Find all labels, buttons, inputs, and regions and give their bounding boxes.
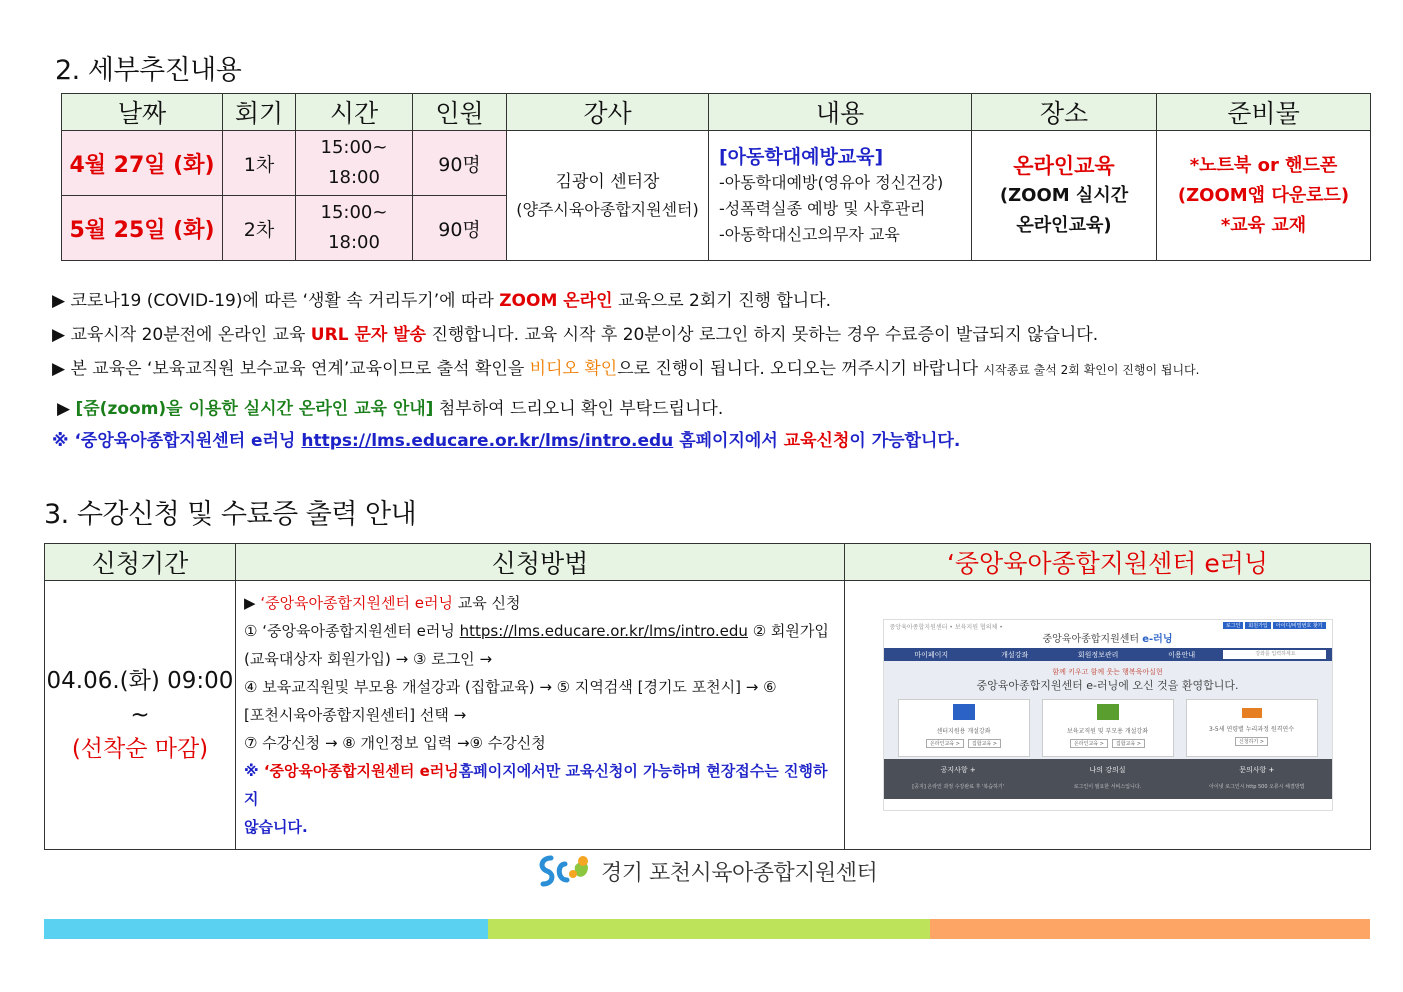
shot-topbar: 중앙육아종합지원센터 • 보육지원 협의체 • 로그인 회원가입 아이디/비밀번호 찾기 [884,620,1332,632]
method-link[interactable]: https://lms.educare.or.kr/lms/intro.edu [459,622,748,640]
supplies-line1: *노트북 or 핸드폰 [1189,154,1338,176]
apply-table [44,543,1371,850]
graduation-cap-icon [1242,708,1262,718]
supplies-cell [1157,131,1371,261]
instructor-cell [507,131,709,261]
method-line: ▶ ‘중앙육아종합지원센터 e러닝 교육 신청 [244,594,521,612]
period-tilde: ~ [130,702,150,728]
row2-time-end: 18:00 [328,232,380,253]
schedule-header-row [62,94,1371,131]
method-line: ① ‘중앙육아종합지원센터 e러닝 https://lms.educare.or.kr/lms/intro.edu ② 회원가입 [244,622,829,640]
elearning-screenshot [883,619,1333,811]
shot-hero: 함께 키우고 함께 웃는 행복육아실현 중앙육아종합지원센터 e-러닝에 오신 것을 환영합니다. 센터지원용 개설강좌 온라인교육 > 집합교육 > 보육교직원 및 부모용 개설강좌 온라인교육 > 집합교육 > 3-5세 연령별 누리과정 원격연수 신청하기 > [884,661,1332,759]
row1-time [296,131,413,196]
row1-time-start: 15:00~ [320,137,388,158]
content-item: -아동학대신고의무자 교육 [719,224,900,244]
shot-brand: 중앙육아종합지원센터 e-러닝 [1042,634,1173,645]
method-line: ⑦ 수강신청 → ⑧ 개인정보 입력 →⑨ 수강신청 [244,734,546,752]
monitor-icon [953,704,975,720]
section2-title: 2. 세부추진내용 [55,55,242,86]
row1-time-end: 18:00 [328,167,380,188]
place-sub1: (ZOOM 실시간 [999,184,1129,206]
period-start: 04.06.(화) 09:00 [46,668,234,694]
header-session: 회기 [223,94,296,131]
row2-time-start: 15:00~ [320,202,388,223]
header-time: 시간 [296,94,413,131]
place-main: 온라인교육 [1013,153,1115,178]
method-line: (교육대상자 회원가입) → ③ 로그인 → [244,650,493,668]
note-covid: ▶ 코로나19 (COVID-19)에 따른 ‘생활 속 거리두기’에 따라 ZOOM 온라인 교육으로 2회기 진행 합니다. [52,291,832,311]
header-content: 내용 [709,94,972,131]
table-row [62,131,1371,196]
header-date: 날짜 [62,94,223,131]
notes [52,288,1372,462]
method-line: ※ ‘중앙육아종합지원센터 e러닝홈페이지에서만 교육신청이 가능하며 현장접수는 진행하지 [244,762,828,808]
period-cell [45,581,236,850]
place-cell [972,131,1157,261]
header-place: 장소 [972,94,1157,131]
method-cell [236,581,845,850]
note-url-sms: ▶ 교육시작 20분전에 온라인 교육 URL 문자 발송 진행합니다. 교육 시작 후 20분이상 로그인 하지 못하는 경우 수료증이 발급되지 않습니다. [52,325,1099,345]
shot-card: 3-5세 연령별 누리과정 원격연수 신청하기 > [1186,699,1318,757]
method-line: [포천시육아종합지원센터] 선택 → [244,706,467,724]
apply-header-row [45,544,1371,581]
elearning-link[interactable]: https://lms.educare.or.kr/lms/intro.edu [301,431,674,451]
header-people: 인원 [413,94,507,131]
header-period: 신청기간 [45,544,236,581]
logo-icon [537,852,595,890]
row1-date: 4월 27일 (화) [62,131,223,196]
footer-logo [537,852,877,890]
supplies-line3: *교육 교재 [1220,214,1307,236]
table-row [45,581,1371,850]
method-line: 않습니다. [244,818,308,836]
supplies-line2: (ZOOM앱 다운로드) [1177,184,1350,206]
content-title: [아동학대예방교육] [719,145,884,168]
note-video: ▶ 본 교육은 ‘보육교직원 보수교육 연계’교육이므로 출석 확인을 비디오 확인으로 진행이 됩니다. 오디오는 꺼주시기 바랍니다 시작종료 출석 2회 확인이 진행이 됩니다. [52,359,1200,379]
shot-bottom: 공지사항 + [공지] 온라인 과정 수강완료 후 '복습하기' 나의 강의실 로그인이 필요한 서비스입니다. 문의사항 + 아이넷 로그인시 http 500 오류시 해결방법 [884,759,1332,799]
content-cell [709,131,972,261]
note-elearning: ※ ‘중앙육아종합지원센터 e러닝 https://lms.educare.or.kr/lms/intro.edu 홈페이지에서 교육신청이 가능합니다. [52,431,961,451]
row2-session: 2차 [223,196,296,261]
place-sub2: 온라인교육) [1016,214,1112,236]
book-icon [1097,704,1119,720]
section3-title: 3. 수강신청 및 수료증 출력 안내 [44,499,417,530]
footer-bar-green [488,919,930,939]
content-item: -아동학대예방(영유아 정신건강) [719,172,944,192]
content-item: -성폭력실종 예방 및 사후관리 [719,198,926,218]
note-zoom-guide: ▶ [줌(zoom)을 이용한 실시간 온라인 교육 안내] 첨부하여 드리오니 확인 부탁드립니다. [57,399,724,419]
footer-org-name: 경기 포천시육아종합지원센터 [601,860,878,886]
row1-session: 1차 [223,131,296,196]
shot-card: 보육교직원 및 부모용 개설강좌 온라인교육 > 집합교육 > [1042,699,1174,757]
row1-people: 90명 [413,131,507,196]
row2-date: 5월 25일 (화) [62,196,223,261]
header-instructor: 강사 [507,94,709,131]
shot-card: 센터지원용 개설강좌 온라인교육 > 집합교육 > [898,699,1030,757]
screenshot-cell [845,581,1371,850]
schedule-table [61,93,1371,261]
footer-bar-blue [44,919,488,939]
row2-people: 90명 [413,196,507,261]
instructor-name: 김광이 센터장 [555,171,660,192]
period-deadline: (선착순 마감) [71,736,209,762]
row2-time [296,196,413,261]
header-supplies: 준비물 [1157,94,1371,131]
shot-menu: 마이페이지 개설강좌 회원정보관리 이용안내 강좌를 입력하세요 [884,648,1332,661]
header-elearning: ‘중앙육아종합지원센터 e러닝 [845,544,1371,581]
header-method: 신청방법 [236,544,845,581]
footer-bar-orange [930,919,1370,939]
method-line: ④ 보육교직원및 부모용 개설강과 (집합교육) → ⑤ 지역검색 [경기도 포천시] → ⑥ [244,678,777,696]
instructor-org: (양주시육아종합지원센터) [516,199,699,219]
